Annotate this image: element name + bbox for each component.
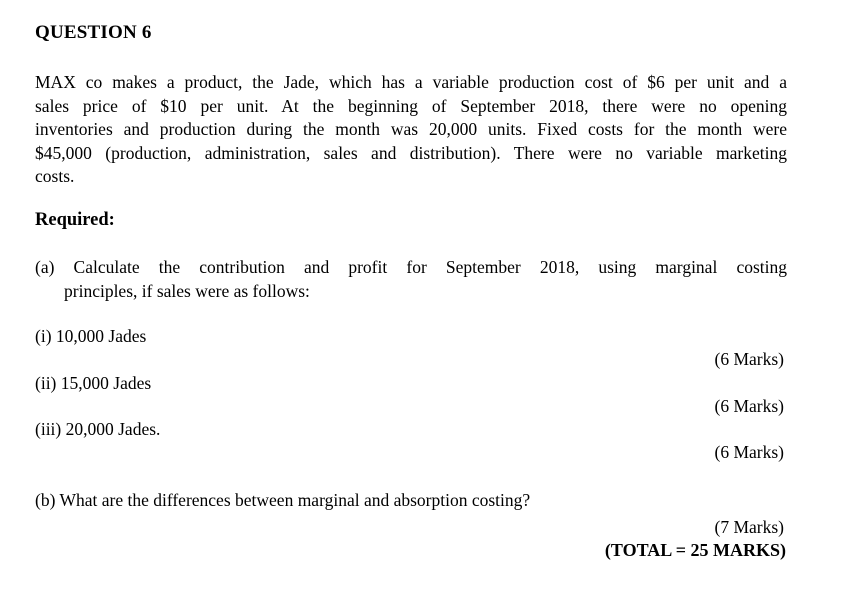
part-a-line-1: (a) Calculate the contribution and profit for September 2018, using marginal costing — [35, 257, 787, 277]
required-label: Required: — [35, 210, 115, 230]
sub-item-i: (i) 10,000 Jades — [35, 326, 147, 346]
question-heading: QUESTION 6 — [35, 22, 152, 43]
paragraph-line: MAX co makes a product, the Jade, which has a variable production cost of $6 per unit and a — [35, 72, 787, 92]
part-b-question: (b) What are the differences between marginal and absorption costing? — [35, 490, 531, 510]
sub-item-iii: (iii) 20,000 Jades. — [35, 419, 161, 439]
sub-item-ii: (ii) 15,000 Jades — [35, 373, 152, 393]
total-marks: (TOTAL = 25 MARKS) — [604, 540, 786, 560]
paragraph-line: $45,000 (production, administration, sales and distribution). There were no variable marketing — [35, 142, 787, 163]
part-b-marks: (7 Marks) — [714, 517, 784, 537]
paragraph-line: costs. — [35, 166, 75, 186]
part-a-line-2: principles, if sales were as follows: — [64, 280, 310, 301]
sub-item-iii-marks: (6 Marks) — [714, 442, 784, 462]
paragraph-line: inventories and production during the month was 20,000 units. Fixed costs for the month were — [35, 119, 787, 139]
part-a-question — [35, 256, 787, 303]
sub-item-i-marks: (6 Marks) — [714, 349, 784, 369]
question-paragraph — [35, 71, 787, 189]
sub-item-ii-marks: (6 Marks) — [714, 396, 784, 416]
paragraph-line: sales price of $10 per unit. At the beginning of September 2018, there were no opening — [35, 95, 787, 116]
